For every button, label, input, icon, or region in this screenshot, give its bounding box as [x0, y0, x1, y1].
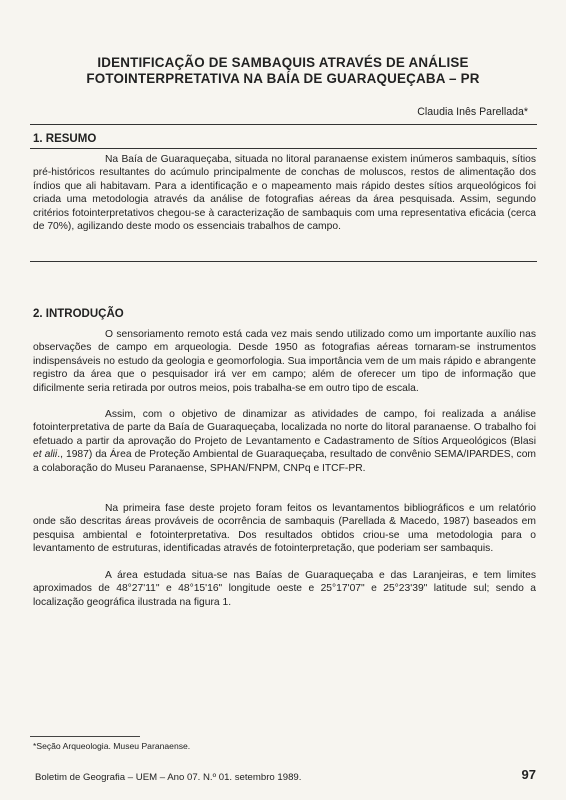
page-number: 97 [521, 767, 536, 782]
title-line-1: IDENTIFICAÇÃO DE SAMBAQUIS ATRAVÉS DE ANÁLISE [97, 55, 469, 70]
journal-citation: Boletim de Geografia – UEM – Ano 07. N.º 01. setembro 1989. [35, 772, 302, 783]
author-name: Claudia Inês Parellada* [417, 106, 528, 118]
article-title [40, 55, 526, 87]
intro-paragraph-1: O sensoriamento remoto está cada vez mais sendo utilizado como um importante auxílio nas observações de campo em arqueologia. Desde 1950 as fotografias aéreas tornaram-se instrumentos indispensáveis no estudo da geologia e geomorfologia. Sua importância vem de um mais rápido e abrangente registro da área que o pesquisador irá ver em campo; além de oferecer um tipo de informação que dificilmente seria retirada por outros meios, pois trabalha-se em outro tipo de escala. [33, 329, 536, 394]
divider-resumo [30, 148, 537, 149]
divider-resumo-end [30, 261, 537, 262]
divider-top [30, 124, 537, 125]
intro-paragraph-2-italic: et alii [33, 449, 58, 461]
section-heading-resumo: 1. RESUMO [33, 133, 97, 145]
intro-paragraph-4: A área estudada situa-se nas Baías de Guaraqueçaba e das Laranjeiras, e tem limites aproximados de 48°27'11" e 48°15'16" longitude oeste e 25°17'07" e 25°23'39" latitude sul; sendo a localização geográfica ilustrada na figura 1. [33, 570, 536, 608]
intro-paragraph-2 [33, 408, 536, 475]
resumo-paragraph: Na Baía de Guaraqueçaba, situada no litoral paranaense existem inúmeros sambaquis, sítios pré-históricos resultantes do acúmulo principalmente de conchas de moluscos, restos de alimentação dos índios que ali habitavam. Para a identificação e o mapeamento mais rápido destes sítios arqueológicos foi criada uma metodologia através da análise de fotografias aéreas da área pesquisada. Assim, segundo critérios fotointerpretativos chegou-se à caracterização de sambaquis com uma representativa eficácia (cerca de 70%), agilizando deste modo os essenciais trabalhos de campo. [33, 154, 536, 233]
intro-paragraph-2-part-a: Assim, com o objetivo de dinamizar as atividades de campo, foi realizada a análise fotointerpretativa de parte da Baía de Guaraqueçaba, localizada no norte do litoral paranaense. O trabalho foi efetuado a partir da aprovação do Projeto de Levantamento e Cadastramento de Sítios Arqueológicos (Blasi [33, 409, 536, 447]
title-line-2: FOTOINTERPRETATIVA NA BAÍA DE GUARAQUEÇABA – PR [86, 71, 480, 86]
intro-paragraph-2-part-b: ., 1987) da Área de Proteção Ambiental de Guaraqueçaba, resultado de convênio SEMA/IPARDES, com a colaboração do Museu Paranaense, SPHAN/FNPM, CNPq e ITCF-PR. [33, 449, 536, 474]
section-heading-introducao: 2. INTRODUÇÃO [33, 308, 124, 320]
footnote-rule [30, 736, 140, 737]
footnote: *Seção Arqueologia. Museu Paranaense. [33, 741, 191, 751]
intro-paragraph-3: Na primeira fase deste projeto foram feitos os levantamentos bibliográficos e um relatório onde são descritas áreas prováveis de ocorrência de sambaquis (Parellada & Macedo, 1987) baseados em pesquisa ambiental e fotointerpretativa. Dos resultados obtidos criou-se uma metodologia para o levantamento de estruturas, identificadas através de fotointerpretação, que poderiam ser sambaquis. [33, 503, 536, 555]
